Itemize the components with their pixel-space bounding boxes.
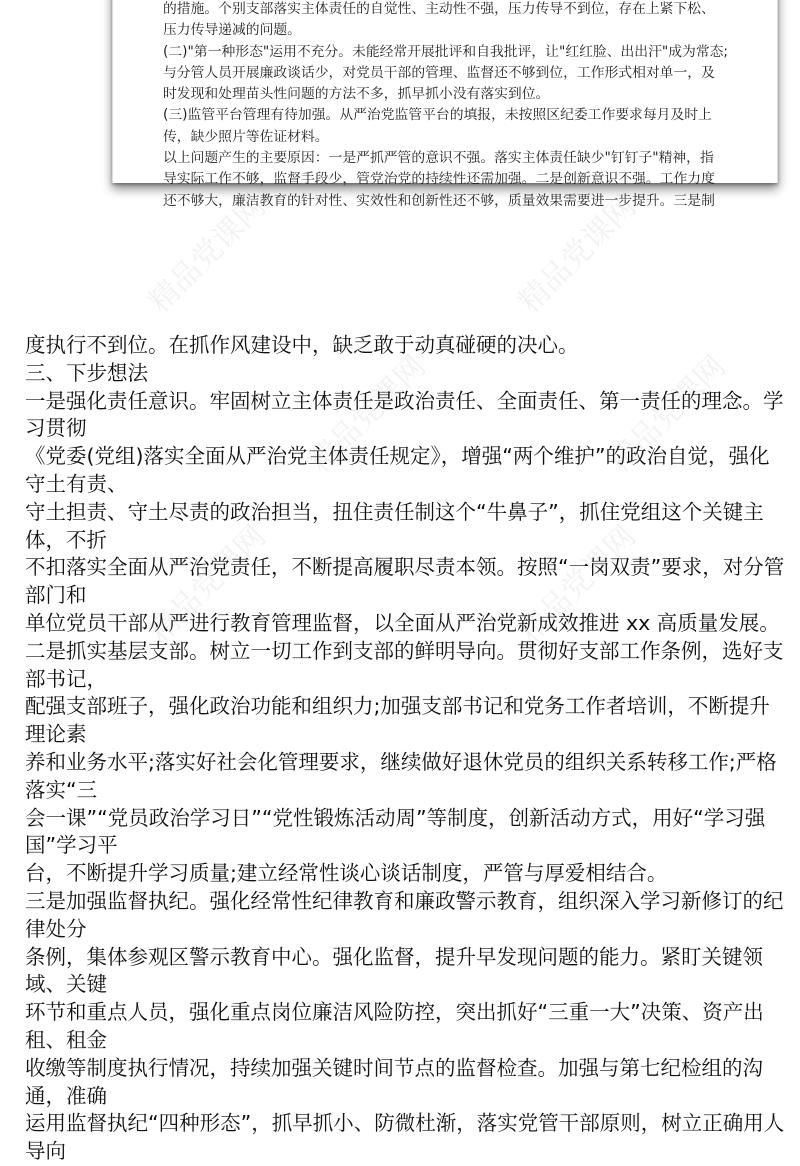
text-line: 养和业务水平;落实好社会化管理要求，继续做好退休党员的组织关系转移工作;严格落实“三 [25,749,777,802]
watermark: 精品党课网 [602,349,733,480]
text-line: 三是加强监督执纪。强化经常性纪律教育和廉政警示教育，组织深入学习新修订的纪律处分 [25,888,784,941]
text-line: 收缴等制度执行情况，持续加强关键时间节点的监督检查。加强与第七纪检组的沟通，准确 [25,1055,763,1108]
watermark: 精品党课网 [302,349,433,480]
section-heading: 三、下步想法 [25,360,148,385]
text-line: 以上问题产生的主要原因：一是严抓严管的意识不强。落实主体责任缺少"钉钉子"精神，指 [163,150,714,167]
text-line: 配强支部班子，强化政治功能和组织力;加强支部书记和党务工作者培训，不断提升理论素 [25,694,770,747]
text-line: 《党委(党组)落实全面从严治党主体责任规定》，增强“两个维护”的政治自觉，强化守土有责、 [25,444,770,496]
text-line: 的措施。个别支部落实主体责任的自觉性、主动性不强，压力传导不到位，存在上紧下松、 [163,1,715,17]
text-line: 台，不断提升学习质量;建立经常性谈心谈话制度，严管与厚爱相结合。 [25,861,668,886]
text-line: 度执行不到位。在抓作风建设中，缺乏敢于动真碰硬的决心。 [25,333,579,357]
document-body [25,332,785,1166]
text-line: 守土担责、守土尽责的政治担当，扭住责任制这个“牛鼻子”，抓住党组这个关键主体，不折 [25,499,764,552]
text-line: 条例，集体参观区警示教育中心。强化监督，提升早发现问题的能力。紧盯关键领域、关键 [25,944,763,997]
text-line: 不扣落实全面从严治党责任，不断提高履职尽责本领。按照“一岗双责”要求，对分管部门和 [25,555,785,608]
text-line: 环节和重点人员，强化重点岗位廉洁风险防控，突出抓好“三重一大”决策、资产出租、租金 [25,1000,764,1052]
watermark: 精品党课网 [142,189,273,320]
text-line: 二是抓实基层支部。树立一切工作到支部的鲜明导向。贯彻好支部工作条例，选好支部书记， [25,638,784,691]
document-preview-card [112,0,778,209]
text-line: 时发现和处理苗头性问题的方法不多，抓早抓小没有落实到位。 [163,86,550,103]
text-line: 与分管人员开展廉政谈话少，对党员干部的管理、监督还不够到位，工作形式相对单一，及 [163,64,715,81]
text-line: 还不够大，廉洁教育的针对性、实效性和创新性还不够，质量效果需要进一步提升。三是制 [163,192,715,209]
text-line: 导实际工作不够，监督手段少，管党治党的持续性还需加强。二是创新意识不强。工作力度 [163,171,715,188]
text-line: 运用监督执纪“四种形态”，抓早抓小、防微杜渐，落实党管干部原则，树立正确用人导向 [25,1111,785,1164]
text-line: 传，缺少照片等佐证材料。 [163,128,329,145]
text-line: 压力传导递减的问题。 [163,22,301,39]
watermark: 精品党课网 [512,519,643,650]
watermark: 精品党课网 [512,189,643,320]
text-line: 一是强化责任意识。牢固树立主体责任是政治责任、全面责任、第一责任的理念。学习贯彻 [25,388,784,441]
text-line: (二)"第一种形态"运用不充分。未能经常开展批评和自我批评，让"红红脸、出出汗"成为常态; [163,43,729,60]
text-line: 单位党员干部从严进行教育管理监督，以全面从严治党新成效推进 xx 高质量发展。 [25,610,780,635]
text-line: (三)监管平台管理有待加强。从严治党监管平台的填报，未按照区纪委工作要求每月及时上 [163,107,712,124]
text-line: 会一课”“党员政治学习日”“党性锻炼活动周”等制度，创新活动方式，用好“学习强国”学习平 [25,805,766,858]
preview-text [163,0,758,212]
watermark: 精品党课网 [142,519,273,650]
